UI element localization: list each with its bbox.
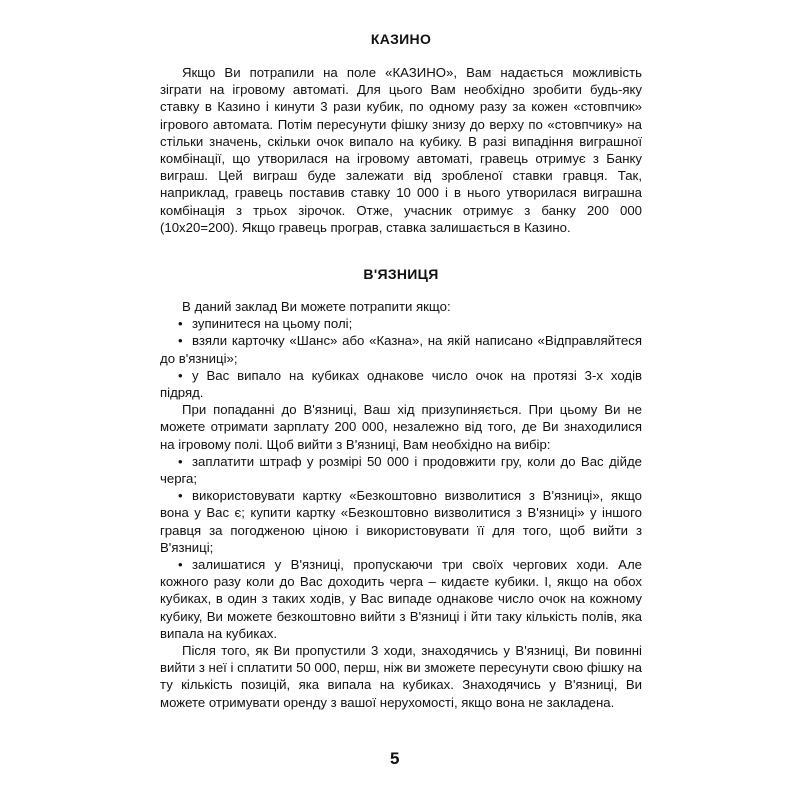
entry-bullet-text: зупинитеся на цьому полі; <box>192 316 353 332</box>
section-title-casino: КАЗИНО <box>370 31 432 47</box>
exit-bullet-text: заплатити штраф у розмірі 50 000 і продовжити гру, коли до Вас дійде черга; <box>160 453 642 487</box>
casino-paragraph: Якщо Ви потрапили на поле «КАЗИНО», Вам надається можливість зіграти на ігровому автоматі. Для цього Вам необхідно зробити будь-яку ставку в Казино і кинути 3 рази кубик, по одному разу за кожен «стовпчик» ігрового автомата. Потім пересунути фішку знизу до верху по «стовпчику» на стільки значень, скільки очок випало на кубику. В разі випадіння виграшної комбінації, що утворилася на ігровому автоматі, гравець отримує з Банку виграш. Цей виграш буде залежати від зробленої ставки гравця. Так, наприклад, гравець поставив ставку 10 000 і в нього утворилася виграшна комбінація з трьох зірочок. Отже, учасник отримує з банку 200 000 (10х20=200). Якщо гравець програв, ставка залишається в Казино. <box>160 65 642 235</box>
exit-bullet <box>160 487 642 556</box>
exit-bullet <box>160 556 642 642</box>
bullet-icon: • <box>178 557 183 573</box>
entry-bullet <box>160 332 642 366</box>
section-title-jail: В'ЯЗНИЦЯ <box>363 266 439 282</box>
entry-bullet <box>160 315 642 332</box>
exit-bullet-text: використовувати картку «Безкоштовно визволитися з В'язниці», якщо вона у Вас є; купити картку «Безкоштовно визволитися з В'язниці» у іншого гравця за погодженою ціною і використовувати її для того, щоб вийти з В'язниці; <box>160 488 642 555</box>
jail-rules: При попаданні до В'язниці, Ваш хід призупиняється. При цьому Ви не можете отримати зарплату 200 000, незалежно від того, де Ви знаходилися на ігровому полі. Щоб вийти з В'язниці, Вам необхідно на вибір: <box>160 402 642 452</box>
entry-bullet <box>160 367 642 401</box>
exit-bullet <box>160 453 642 487</box>
bullet-icon: • <box>178 453 183 469</box>
exit-bullet-text: залишатися у В'язниці, пропускаючи три своїх чергових ходи. Але кожного разу коли до Вас доходить черга – кидаєте кубики. І, якщо на обох кубиках, в один з таких ходів, у Вас випаде однакове число очок на кожному кубику, Ви можете безкоштовно вийти з В'язниці і йти таку кількість полів, яка випала на кубиках. <box>160 557 642 641</box>
jail-intro: В даний заклад Ви можете потрапити якщо: <box>182 299 451 314</box>
bullet-icon: • <box>178 333 183 349</box>
page-number: 5 <box>390 749 400 768</box>
entry-bullet-text: взяли карточку «Шанс» або «Казна», на якій написано «Відправляйтеся до в'язниці»; <box>160 333 642 366</box>
casino-section <box>160 64 642 236</box>
bullet-icon: • <box>178 488 183 504</box>
jail-section <box>160 298 642 711</box>
jail-closing: Після того, як Ви пропустили 3 ходи, знаходячись у В'язниці, Ви повинні вийти з неї і сплатити 50 000, перш, ніж ви зможете пересунути свою фішку на ту кількість позицій, яка випала на кубиках. Знаходячись у В'язниці, Ви можете отримувати оренду з вашої нерухомості, якщо вона не закладена. <box>160 643 642 710</box>
bullet-icon: • <box>178 316 183 332</box>
bullet-icon: • <box>178 367 183 383</box>
entry-bullet-text: у Вас випало на кубиках однакове число очок на протязі 3-х ходів підряд. <box>160 367 642 401</box>
